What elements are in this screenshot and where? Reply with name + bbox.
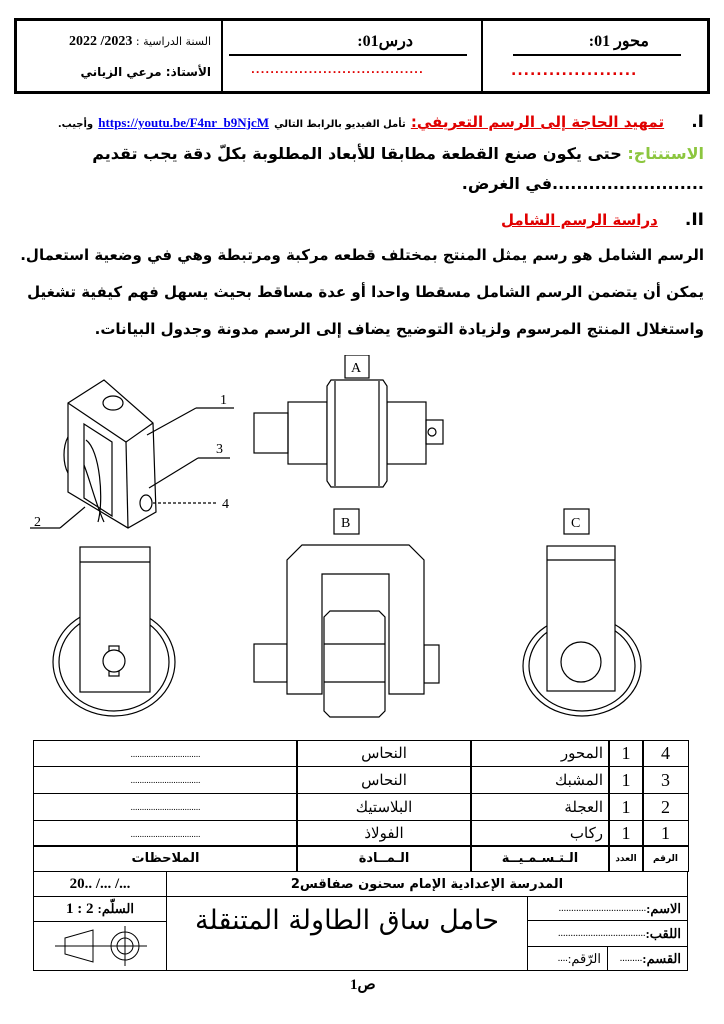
parts-cell-name: المحور [470, 740, 610, 767]
parts-cell-name: ركاب [470, 820, 610, 847]
parts-cell-name: المشبك [470, 766, 610, 794]
teacher [80, 65, 211, 79]
parts-header-num: الرقم [642, 845, 689, 872]
instruction-end: وأجيب. [57, 119, 94, 130]
view-a-label: A [351, 361, 362, 376]
info-cell [17, 21, 225, 91]
conclusion-text: حتى يكون صنع القطعة مطابقا للأبعاد المطلوبة بكلّ دقة يجب تقديم [92, 144, 622, 163]
conclusion-line-2: .........................في الغرض. [461, 174, 704, 193]
lesson-cell [221, 21, 483, 91]
parts-header-notes: الملاحظات [33, 845, 298, 872]
parts-cell-num: 2 [642, 793, 689, 821]
view-c-label: C [571, 516, 581, 531]
surname-blank[interactable]: ................................... [557, 928, 646, 939]
scale-value: 2 : 1 [66, 900, 94, 917]
callout-3: 3 [216, 442, 223, 457]
section-number: I. [691, 112, 704, 132]
parts-cell-notes: ............................... [33, 820, 298, 847]
class-label: القسم: [642, 950, 681, 966]
view-a [254, 355, 443, 487]
school-name: المدرسة الإعدادية الإمام سحنون صفاقس2 [166, 871, 688, 897]
first-angle-projection-icon [45, 924, 155, 968]
conclusion-line-1 [92, 144, 704, 163]
section-title: تمهيد الحاجة إلى الرسم التعريفي: [410, 113, 665, 131]
parts-cell-material: الفولاذ [296, 820, 472, 847]
side-view-left [53, 547, 175, 716]
surname-label: اللقب: [645, 925, 681, 941]
isometric-view [30, 380, 234, 530]
divider [513, 54, 681, 56]
lesson-blank: .................................... [251, 65, 424, 76]
view-c [523, 509, 641, 716]
section-title: دراسة الرسم الشامل [501, 211, 658, 229]
conclusion-label: الاستنتاج: [627, 144, 704, 163]
parts-cell-num: 4 [642, 740, 689, 767]
projection-symbol-cell [33, 921, 167, 971]
name-blank[interactable]: ................................... [558, 903, 647, 914]
parts-cell-notes: ............................... [33, 766, 298, 794]
parts-cell-num: 1 [642, 820, 689, 847]
callout-2: 2 [34, 515, 41, 530]
instruction-text: تأمل الفيديو بالرابط التالي [274, 119, 406, 130]
class-field [607, 946, 688, 971]
header-box [14, 18, 710, 94]
parts-cell-name: العجلة [470, 793, 610, 821]
parts-cell-qty: 1 [608, 766, 644, 794]
parts-cell-material: النحاس [296, 766, 472, 794]
paragraph-line: يمكن أن يتضمن الرسم الشامل مسقطا واحدا أو عدة مساقط بحيث يسهل فهم كيفية تشغيل [27, 283, 704, 301]
callout-1: 1 [220, 393, 227, 408]
school-year [69, 34, 211, 50]
lesson-label: درس01: [357, 33, 413, 50]
section-2-heading [501, 210, 704, 230]
number-blank[interactable]: .... [557, 953, 568, 964]
drawing-title: حامل ساق الطاولة المتنقلة [166, 896, 528, 971]
axis-cell [483, 21, 707, 91]
name-label: الاسم: [646, 900, 681, 916]
class-blank[interactable]: ......... [619, 953, 643, 964]
parts-cell-material: البلاستيك [296, 793, 472, 821]
number-label: الرّقم: [567, 950, 601, 966]
assembly-drawing [30, 355, 690, 730]
scale-label: السلّم: [97, 901, 134, 916]
parts-cell-material: النحاس [296, 740, 472, 767]
school-year-label: السنة الدراسية : [135, 35, 211, 48]
parts-header-name: الـتـسـمـيــة [470, 845, 610, 872]
divider [229, 54, 467, 56]
parts-header-material: الـمــادة [296, 845, 472, 872]
parts-cell-qty: 1 [608, 793, 644, 821]
view-b-label: B [341, 516, 351, 531]
date-field: 20.. /... /... [33, 871, 167, 897]
scale-cell [33, 896, 167, 922]
name-field [527, 896, 688, 921]
axis-blank: .................... [511, 63, 638, 79]
section-1-heading [58, 112, 704, 132]
video-link[interactable]: https://youtu.be/F4nr_b9NjcM [98, 115, 270, 130]
view-b [254, 509, 439, 717]
paragraph-line: الرسم الشامل هو رسم يمثل المنتج بمختلف قطعه مركبة ومرتبطة وهي في وضعية استعمال. [20, 246, 704, 264]
parts-cell-notes: ............................... [33, 793, 298, 821]
axis-label: محور 01: [588, 33, 649, 50]
parts-cell-qty: 1 [608, 820, 644, 847]
paragraph-line: واستغلال المنتج المرسوم ولزيادة التوضيح يضاف إلى الرسم مدونة وجدول البيانات. [94, 320, 704, 338]
callout-4: 4 [222, 497, 229, 512]
parts-cell-qty: 1 [608, 740, 644, 767]
section-number: II. [684, 210, 704, 230]
teacher-label: الأستاذ: [165, 65, 211, 79]
number-field [527, 946, 608, 971]
teacher-name: مرعي الزياني [80, 65, 162, 79]
parts-header-qty: العدد [608, 845, 644, 872]
page-number: ص1 [350, 977, 376, 993]
parts-cell-notes: ............................... [33, 740, 298, 767]
parts-cell-num: 3 [642, 766, 689, 794]
surname-field [527, 920, 688, 947]
school-year-value: 2022 /2023 [68, 34, 133, 49]
